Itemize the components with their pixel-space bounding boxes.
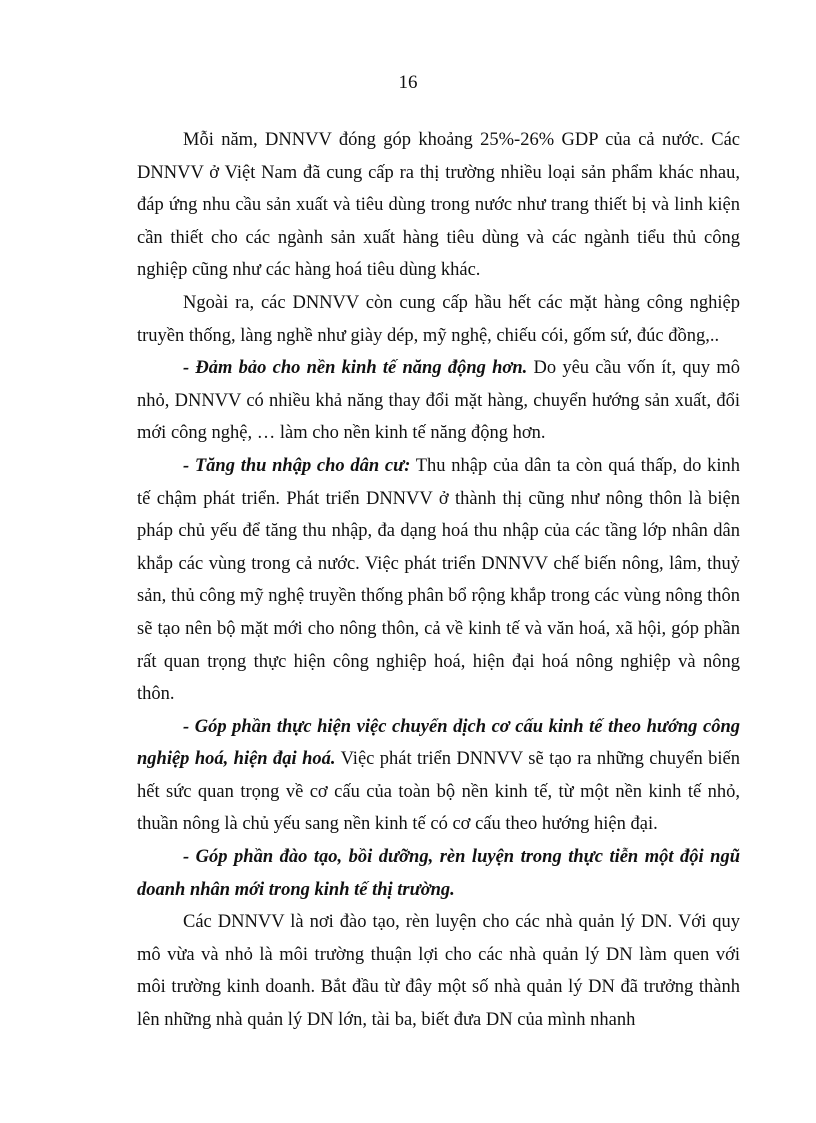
paragraph-text: Do yêu cầu vốn ít, quy mô nhỏ, DNNVV có nhiều khả năng thay đổi mặt hàng, chuyển hướng sản xuất, đổi mới công nghệ, … làm cho nền kinh tế năng động hơn.	[137, 358, 740, 444]
paragraph-text: Các DNNVV là nơi đào tạo, rèn luyện cho các nhà quản lý DN. Với quy mô vừa và nhỏ là môi trường thuận lợi cho các nhà quản lý DN làm quen với môi trường kinh doanh. Bắt đầu từ đây một số nhà quản lý DN đã trưởng thành lên những nhà quản lý DN lớn, tài ba, biết đưa DN của mình nhanh	[137, 912, 740, 1031]
paragraph-text: Việc phát triển DNNVV sẽ tạo ra những chuyển biến hết sức quan trọng về cơ cấu của toàn bộ nền kinh tế, từ một nền kinh tế nhỏ, thuần nông là chủ yếu sang nền kinh tế có cơ cấu theo hướng hiện đại.	[137, 749, 740, 835]
paragraph-heading: - Góp phần đào tạo, bồi dưỡng, rèn luyện trong thực tiễn một đội ngũ doanh nhân mới trong kinh tế thị trường.	[137, 847, 740, 900]
paragraph-dynamic-economy	[137, 352, 740, 450]
paragraph-contribution	[137, 124, 740, 287]
paragraph-restructuring	[137, 711, 740, 841]
page-number: 16	[398, 72, 418, 93]
paragraph-training	[137, 906, 740, 1036]
paragraph-text: Thu nhập của dân ta còn quá thấp, do kinh tế chậm phát triển. Phát triển DNNVV ở thành thị cũng như nông thôn là biện pháp chủ yếu để tăng thu nhập, đa dạng hoá thu nhập của các tầng lớp nhân dân khắp các vùng trong cả nước. Việc phát triển DNNVV chế biến nông, lâm, thuỷ sản, thủ công mỹ nghệ truyền thống phân bổ rộng khắp trong các vùng nông thôn sẽ tạo nên bộ mặt mới cho nông thôn, cả về kinh tế và văn hoá, xã hội, góp phần rất quan trọng thực hiện công nghiệp hoá, hiện đại hoá nông nghiệp và nông thôn.	[137, 455, 740, 705]
paragraph-heading: - Tăng thu nhập cho dân cư:	[183, 455, 411, 476]
paragraph-training-heading	[137, 841, 740, 906]
paragraph-text: Mỗi năm, DNNVV đóng góp khoảng 25%-26% GDP của cả nước. Các DNNVV ở Việt Nam đã cung cấp ra thị trường nhiều loại sản phẩm khác nhau, đáp ứng nhu cầu sản xuất và tiêu dùng trong nước như trang thiết bị và linh kiện cần thiết cho các ngành sản xuất hàng tiêu dùng và các ngành tiểu thủ công nghiệp cũng như các hàng hoá tiêu dùng khác.	[137, 130, 740, 281]
paragraph-heading: - Góp phần thực hiện việc chuyển dịch cơ cấu kinh tế theo hướng công nghiệp hoá, hiện đại hoá.	[137, 716, 740, 770]
paragraph-traditional-goods	[137, 287, 740, 352]
paragraph-heading: - Đảm bảo cho nền kinh tế năng động hơn.	[183, 358, 528, 379]
document-body	[137, 124, 740, 1037]
paragraph-text: Ngoài ra, các DNNVV còn cung cấp hầu hết các mặt hàng công nghiệp truyền thống, làng nghề như giày dép, mỹ nghệ, chiếu cói, gốm sứ, đúc đồng,..	[137, 292, 740, 346]
paragraph-income	[137, 450, 740, 711]
